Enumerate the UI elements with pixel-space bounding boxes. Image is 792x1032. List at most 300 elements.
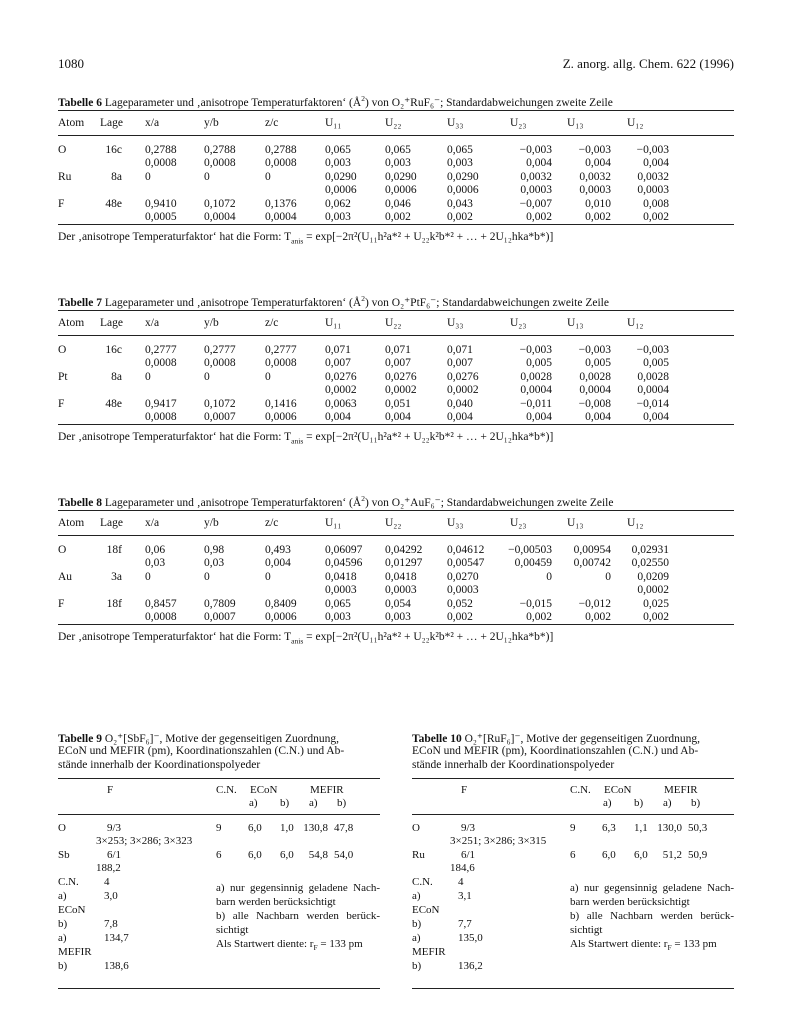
table-cell: 0,0006 [385,184,417,196]
table-cell: 0,0003 [520,184,552,196]
cn-value: 9 [216,822,222,834]
cn-value: 6 [216,849,222,861]
table-note [570,924,602,936]
table-cell: 8a [111,371,122,383]
table-cell: 0,493 [265,544,291,556]
column-header: MEFIR [310,784,344,796]
note-value: = 133 pm [671,938,717,950]
column-header: Lage [100,117,123,129]
table-cell: 0,01297 [385,557,423,569]
table-cell: 0,007 [385,357,411,369]
column-header: z/c [265,117,279,129]
note-text: a) nur gegensinnig geladene Nach- [216,882,380,894]
table-cell: 0,0290 [325,171,357,183]
table-cell: 0,1376 [265,198,297,210]
f-value: 134,7 [104,932,129,944]
table-cell: 0,0032 [520,171,552,183]
table-cell: 0,002 [585,611,611,623]
table-caption-line [58,745,344,757]
column-header: U₁₃ [567,317,584,329]
table-cell: −0,00503 [508,544,552,556]
table-cell: 0,002 [385,211,411,223]
econ-a-value: 6,0 [248,822,262,834]
column-header: a) [663,797,672,809]
table-cell: 16c [105,144,122,156]
table-top-rule [58,310,734,311]
row-label: b) [412,960,422,972]
table-cell: 48e [105,398,122,410]
table-cell: 0,0007 [204,411,236,423]
caption-text: ECoN und MEFIR (pm), Koordinationszahlen (C.N.) und Ab- [412,745,699,757]
mefir-b-value: 54,0 [334,849,354,861]
table-cell: −0,003 [636,344,669,356]
mefir-b-value: 50,3 [688,822,708,834]
table-cell: 0,002 [585,211,611,223]
f-value: 4 [104,876,110,888]
table-cell: 0,052 [447,598,473,610]
column-header: U₂₂ [385,117,402,129]
table-cell: 0,0002 [325,384,357,396]
footnote-formula: = exp[−2π²(U₁₁h²a*² + U₂₂k²b*² + … + 2U₁₂hka*b*)] [303,231,554,243]
row-label: Sb [58,849,70,861]
table-cell: 0,0004 [265,211,297,223]
table-cell: 0 [204,171,210,183]
table-cell: 0 [204,371,210,383]
row-label: MEFIR [58,946,92,958]
column-header: C.N. [570,784,591,796]
table-caption [58,94,613,109]
table-cell: 0,04596 [325,557,363,569]
table-cell: 0,043 [447,198,473,210]
f-value: 6/1 [107,849,122,861]
column-header: a) [249,797,258,809]
caption-superscript: 2 [361,494,365,503]
f-value: 7,7 [458,918,472,930]
column-header: ECoN [604,784,632,796]
note-text: a) nur gegensinnig geladene Nach- [570,882,734,894]
footnote-text: Der ‚anisotrope Temperaturfaktor‘ hat die Form: T [58,631,292,643]
table-cell: 0,071 [447,344,473,356]
table-note [216,938,363,952]
table-note [570,882,734,894]
column-header: U₂₃ [510,517,527,529]
table-cell: 0,0276 [325,371,357,383]
note-text: b) alle Nachbarn werden berück- [216,910,380,922]
caption-text-end: ) von O₂⁺PtF₆⁻; Standardabweichungen zweite Zeile [364,296,609,309]
column-header: Atom [58,117,85,129]
column-header: z/c [265,317,279,329]
f-value: 136,2 [458,960,483,972]
table-note [216,882,380,894]
column-header: U₃₃ [447,117,464,129]
table-caption-line [412,731,700,745]
column-header: ECoN [250,784,278,796]
column-header: b) [280,797,290,809]
column-header: U₁₁ [325,117,342,129]
f-value: 3×251; 3×286; 3×315 [450,835,547,847]
table-note [216,910,380,922]
table-cell: −0,003 [578,144,611,156]
table-cell: F [58,198,65,210]
table-cell: 0 [204,571,210,583]
caption-text: O₂⁺[RuF₆]⁻, Motive der gegenseitigen Zuordnung, [464,733,701,745]
column-header: F [461,784,468,796]
caption-superscript: 2 [361,94,365,103]
column-header: U₁₁ [325,317,342,329]
table-cell: −0,003 [519,144,552,156]
column-header: y/b [204,317,219,329]
caption-text-end: ) von O₂⁺AuF₆⁻; Standardabweichungen zweite Zeile [364,496,614,509]
mefir-a-value: 130,8 [303,822,328,834]
table-header-rule [58,135,734,136]
table-cell: 0,003 [385,611,411,623]
table-cell: 0,0063 [325,398,357,410]
table-cell: Pt [58,371,68,383]
table-cell: 0,8457 [145,598,177,610]
table-cell: 0,065 [325,598,351,610]
table-cell: 0,03 [204,557,225,569]
table-cell: 0,04292 [385,544,423,556]
table-note [216,924,248,936]
table-cell: 0,065 [447,144,473,156]
cn-value: 9 [570,822,576,834]
row-label: Ru [412,849,425,861]
caption-text: ECoN und MEFIR (pm), Koordinationszahlen (C.N.) und Ab- [58,745,345,757]
table-cell: 0,0003 [447,584,479,596]
row-label: O [58,822,66,834]
table-cell: 0,2777 [204,344,236,356]
table-bottom-rule [58,988,380,989]
caption-text-end: ) von O₂⁺RuF₆⁻; Standardabweichungen zweite Zeile [364,96,613,109]
column-header: b) [691,797,701,809]
table-cell: 0,0008 [265,357,297,369]
table-cell: F [58,598,65,610]
table-note [570,910,734,922]
column-header: U₂₃ [510,317,527,329]
table-cell: 0,003 [385,157,411,169]
table-top-rule [58,110,734,111]
note-text: barn werden berücksichtigt [216,896,336,908]
table-cell: 0,9410 [145,198,177,210]
table-cell: O [58,344,67,356]
table-label: Tabelle 8 [58,496,102,509]
table-cell: 0,0028 [520,371,552,383]
table-cell: 3a [111,571,122,583]
column-header: U₁₁ [325,517,342,529]
table-cell: 0,005 [585,357,611,369]
table-note [216,896,336,908]
cn-value: 6 [570,849,576,861]
column-header: y/b [204,117,219,129]
table-cell: 0,004 [526,411,552,423]
table-cell: 0,0290 [447,171,479,183]
table-cell: 0,002 [526,611,552,623]
row-label: C.N. [58,876,79,888]
column-header: y/b [204,517,219,529]
column-header: Lage [100,317,123,329]
table-cell: 0,0002 [637,584,669,596]
table-cell: 0,054 [385,598,411,610]
table-cell: 0,00459 [514,557,552,569]
table-cell: 0 [145,171,151,183]
table-cell: −0,007 [519,198,552,210]
f-value: 6/1 [461,849,476,861]
table-cell: 0,007 [325,357,351,369]
column-header: U₂₂ [385,517,402,529]
note-value: = 133 pm [317,938,363,950]
row-label: C.N. [412,876,433,888]
footnote-text: Der ‚anisotrope Temperaturfaktor‘ hat die Form: T [58,431,292,443]
f-value: 184,6 [450,862,475,874]
table-cell: 0,010 [585,198,611,210]
f-value: 4 [458,876,464,888]
table-cell: 0,0270 [447,571,479,583]
table-cell: 0,004 [643,157,669,169]
table-cell: 0,0209 [637,571,669,583]
table-cell: 0,0004 [579,384,611,396]
table-cell: 0,03 [145,557,166,569]
column-header: F [107,784,114,796]
table-cell: 0,98 [204,544,225,556]
table-caption-line [412,759,614,771]
column-header: x/a [145,117,160,129]
row-label: a) [412,932,421,944]
column-header: U₁₃ [567,517,584,529]
table-cell: 0,0006 [265,611,297,623]
table-cell: 0,0418 [325,571,357,583]
table-cell: Au [58,571,73,583]
table-cell: 0 [145,371,151,383]
table-cell: 0,071 [325,344,351,356]
table-cell: 0,003 [447,157,473,169]
f-value: 188,2 [96,862,121,874]
note-text: sichtigt [570,924,603,936]
table-cell: 0,1072 [204,398,236,410]
row-label: O [412,822,420,834]
footnote-text: Der ‚anisotrope Temperaturfaktor‘ hat die Form: T [58,231,292,243]
table-cell: 0,065 [325,144,351,156]
table-cell: 0,0028 [637,371,669,383]
note-subscript: F [313,943,318,953]
table-header-rule [58,814,380,815]
table-cell: 0,004 [385,411,411,423]
mefir-a-value: 54,8 [308,849,328,861]
f-value: 7,8 [104,918,118,930]
table-cell: 18f [106,544,122,556]
table-cell: 0,06097 [325,544,363,556]
table-cell: 0,2777 [265,344,297,356]
column-header: MEFIR [664,784,698,796]
table-cell: 0,0005 [145,211,177,223]
column-header: U₁₃ [567,117,584,129]
table-caption-line [58,759,260,771]
column-header: a) [309,797,318,809]
table-cell: 0,00742 [573,557,611,569]
footnote-formula: = exp[−2π²(U₁₁h²a*² + U₂₂k²b*² + … + 2U₁₂hka*b*)] [303,431,554,443]
table-cell: 0 [265,371,271,383]
table-cell: 0,004 [585,411,611,423]
column-header: U₃₃ [447,317,464,329]
table-cell: 0,0008 [145,157,177,169]
table-bottom-rule [58,624,734,625]
footnote-formula: = exp[−2π²(U₁₁h²a*² + U₂₂k²b*² + … + 2U₁₂hka*b*)] [303,631,554,643]
footnote-subscript: anis [291,636,304,646]
row-label: a) [58,890,67,902]
mefir-a-value: 51,2 [662,849,682,861]
column-header: U₁₂ [627,317,644,329]
table-cell: −0,003 [519,344,552,356]
table-cell: 0,003 [325,611,351,623]
table-cell: 0,004 [447,411,473,423]
table-cell: 0,004 [585,157,611,169]
table-cell: 0 [145,571,151,583]
footnote-subscript: anis [291,236,304,246]
column-header: C.N. [216,784,237,796]
table-cell: 0,2788 [204,144,236,156]
table-cell: 0,2777 [145,344,177,356]
table-caption [58,294,609,309]
table-cell: 0,071 [385,344,411,356]
f-value: 135,0 [458,932,483,944]
page-number: 1080 [58,56,84,71]
table-bottom-rule [58,424,734,425]
column-header: Atom [58,517,85,529]
note-text: sichtigt [216,924,249,936]
column-header: b) [634,797,644,809]
table-cell: 0,0008 [265,157,297,169]
table-cell: −0,003 [578,344,611,356]
table-cell: 0,065 [385,144,411,156]
table-cell: 0,0276 [447,371,479,383]
column-header: Lage [100,517,123,529]
table-label: Tabelle 10 [412,733,462,745]
column-header: U₂₂ [385,317,402,329]
table-cell: 0,0290 [385,171,417,183]
table-cell: 0,0008 [145,611,177,623]
note-subscript: F [667,943,672,953]
table-cell: 0,0028 [579,371,611,383]
table-cell: 0,025 [643,598,669,610]
table-cell: 0,0003 [579,184,611,196]
f-value: 3,0 [104,890,118,902]
table-cell: 0,040 [447,398,473,410]
row-label: ECoN [412,904,440,916]
table-cell: 0 [605,571,611,583]
table-note [570,938,717,952]
table-cell: 0,00954 [573,544,611,556]
column-header: U₃₃ [447,517,464,529]
table-cell: 0,00547 [447,557,485,569]
table-bottom-rule [412,988,734,989]
econ-a-value: 6,0 [602,849,616,861]
table-cell: 0,0003 [637,184,669,196]
row-label: MEFIR [412,946,446,958]
table-cell: 0,004 [526,157,552,169]
table-cell: 0 [546,571,552,583]
table-header-rule [412,814,734,815]
table-cell: 0,002 [447,211,473,223]
table-label: Tabelle 9 [58,733,102,745]
table-cell: 0,002 [526,211,552,223]
table-caption-line [58,731,339,745]
table-cell: 0,1416 [265,398,297,410]
table-cell: 0,1072 [204,198,236,210]
econ-a-value: 6,3 [602,822,616,834]
table-cell: 0,005 [526,357,552,369]
caption-text: stände innerhalb der Koordinationspolyeder [412,759,615,771]
table-caption [58,494,613,509]
table-cell: 0,0006 [325,184,357,196]
table-cell: O [58,144,67,156]
journal-reference: Z. anorg. allg. Chem. 622 (1996) [562,56,734,71]
table-footnote [58,431,553,445]
table-cell: 0,0008 [145,357,177,369]
caption-superscript: 2 [361,294,365,303]
table-cell: 0,0006 [265,411,297,423]
column-header: z/c [265,517,279,529]
table-cell: 0,0004 [520,384,552,396]
table-cell: Ru [58,171,72,183]
table-cell: F [58,398,65,410]
table-label: Tabelle 7 [58,296,102,309]
caption-text: Lageparameter und ‚anisotrope Temperaturfaktoren‘ (Å [104,496,362,509]
table-top-rule [58,510,734,511]
table-cell: 0,005 [643,357,669,369]
column-header: x/a [145,317,160,329]
table-header-rule [58,535,734,536]
table-cell: −0,012 [578,598,611,610]
table-cell: 0 [265,171,271,183]
caption-text: O₂⁺[SbF₆]⁻, Motive der gegenseitigen Zuordnung, [104,733,340,745]
econ-a-value: 6,0 [248,849,262,861]
mefir-b-value: 50,9 [688,849,708,861]
table-cell: 48e [105,198,122,210]
table-cell: −0,015 [519,598,552,610]
table-cell: 0,0008 [204,157,236,169]
table-cell: 0,7809 [204,598,236,610]
econ-b-value: 6,0 [280,849,294,861]
table-cell: 0,0032 [637,171,669,183]
table-bottom-rule [58,224,734,225]
table-footnote [58,231,553,245]
table-top-rule [412,778,734,779]
table-cell: 0,0004 [204,211,236,223]
econ-b-value: 1,1 [634,822,648,834]
table-cell: 0,004 [325,411,351,423]
table-cell: −0,008 [578,398,611,410]
table-cell: 0,051 [385,398,411,410]
column-header: U₂₃ [510,117,527,129]
table-cell: 0,002 [643,211,669,223]
table-cell: 16c [105,344,122,356]
table-cell: 0,0006 [447,184,479,196]
table-cell: 0,02931 [631,544,669,556]
table-top-rule [58,778,380,779]
note-text: b) alle Nachbarn werden berück- [570,910,734,922]
table-cell: −0,014 [636,398,669,410]
table-cell: 0,0002 [385,384,417,396]
table-cell: 0,0003 [385,584,417,596]
row-label: b) [412,918,422,930]
table-cell: 0,9417 [145,398,177,410]
table-cell: 0,0008 [204,357,236,369]
note-text: barn werden berücksichtigt [570,896,690,908]
table-cell: 0,0003 [325,584,357,596]
table-cell: 0,008 [643,198,669,210]
table-cell: 0,2788 [145,144,177,156]
f-value: 9/3 [107,822,122,834]
econ-b-value: 1,0 [280,822,294,834]
